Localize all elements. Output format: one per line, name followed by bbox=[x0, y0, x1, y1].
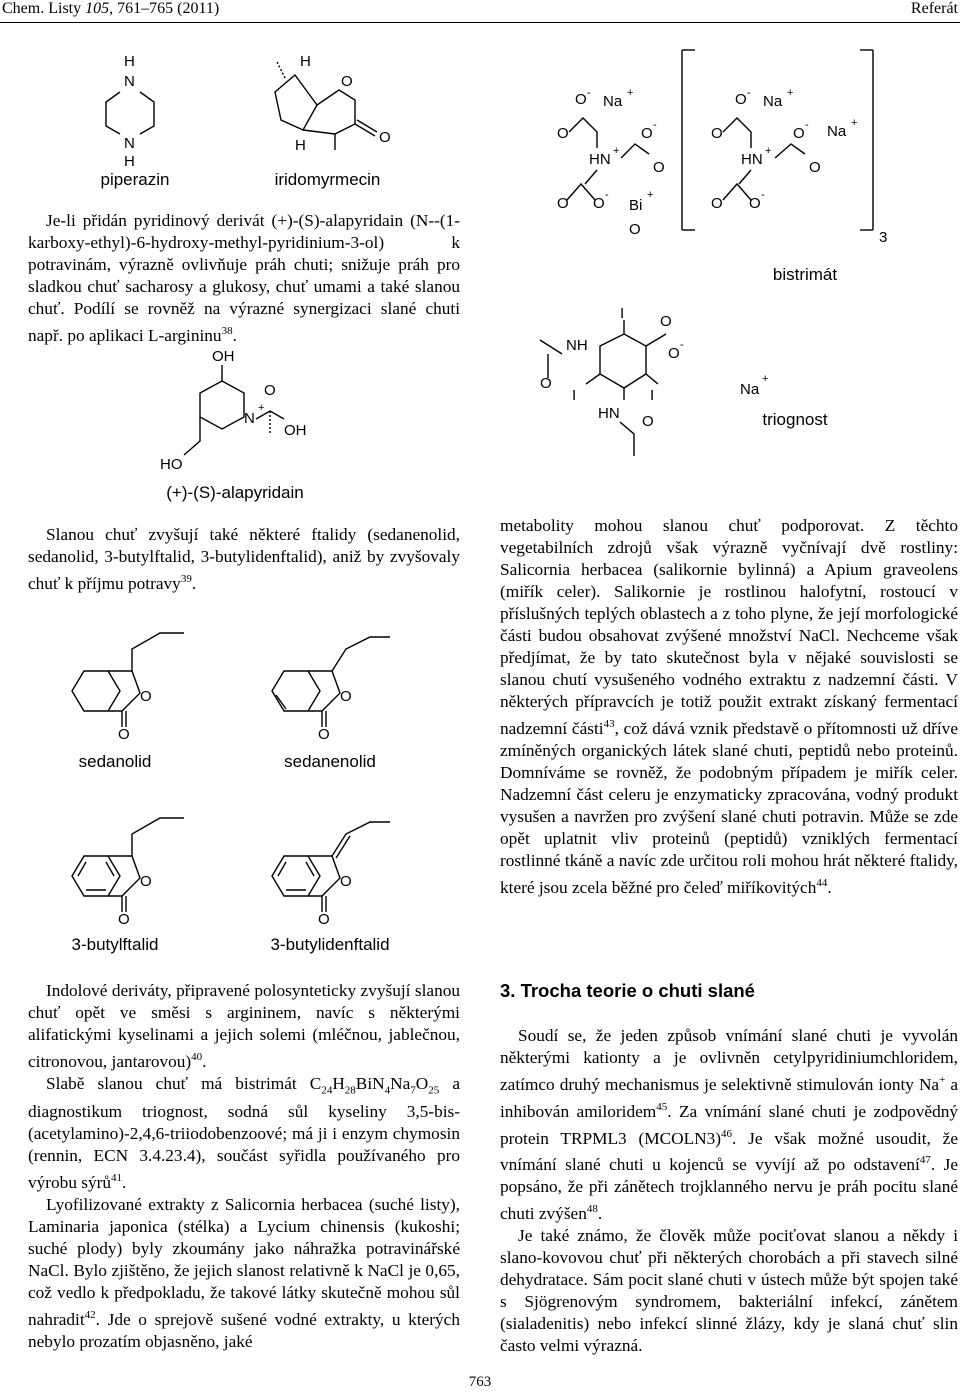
right-column-lower bbox=[500, 1025, 958, 1357]
left-paragraph-5: Lyofilizované extrakty z Salicornia herbacea (suché listy), Laminaria japonica (stélka) a Lycium chinensis (kukoshi; suché plody) byly zkoumány jako náhražka potravinářské NaCl. Bylo zjištěno, že jejich slanost relativně k NaCl je 0,65, což vedlo k předpokladu, že takové látky skutečně mohou sůl nahradit$^{42}$. Jde o sprejově sušené vodné extrakty, u kterých nebylo prozatím objasněno, jaké bbox=[28, 1194, 460, 1351]
svg-text:+: + bbox=[647, 189, 654, 201]
svg-text:-: - bbox=[805, 119, 809, 131]
piperazin-label: piperazin bbox=[100, 170, 170, 189]
svg-text:O: O bbox=[575, 91, 587, 108]
svg-text:+: + bbox=[258, 402, 265, 414]
svg-text:O: O bbox=[660, 313, 672, 330]
svg-text:Bi: Bi bbox=[629, 197, 643, 214]
triognost-label: triognost bbox=[762, 410, 828, 429]
sedanolid-structure bbox=[60, 615, 180, 743]
svg-text:O: O bbox=[653, 159, 665, 176]
svg-text:O: O bbox=[809, 159, 821, 176]
svg-text:O: O bbox=[540, 375, 552, 392]
svg-text:Na: Na bbox=[740, 381, 760, 398]
butylidenftalid-label: 3-butylidenftalid bbox=[270, 935, 390, 954]
svg-text:O: O bbox=[711, 125, 723, 142]
right-paragraph-2: Soudí se, že jeden způsob vnímání slané chuti je vyvolán některými kationty a je ovlivněn cetylpyridiniumchloridem, zatímco druhý mechanismus je selektivně stimulován ionty Na+ a inhibován amiloridem$^{45}$. Za vnímání slané chuti je zodpovědný protein TRPML3 (MCOLN3)$^{46}$. Je však možné usoudit, že vnímání slané chuti u kojenců se vyvíjí až po odstavení$^{47}$. Je popsáno, že při zánětech trojklanného nervu je práh pocitu slané chuti zvýšen$^{48}$. bbox=[500, 1026, 959, 1223]
svg-text:HO: HO bbox=[160, 456, 183, 473]
left-column-text bbox=[28, 980, 460, 1353]
sedanenolid-structure bbox=[260, 615, 390, 743]
svg-text:O: O bbox=[749, 195, 761, 212]
svg-text:O: O bbox=[593, 195, 605, 212]
svg-text:NH: NH bbox=[566, 337, 588, 354]
svg-text:I: I bbox=[572, 387, 577, 404]
svg-text:H: H bbox=[295, 137, 306, 154]
svg-text:O: O bbox=[711, 195, 723, 212]
svg-text:O: O bbox=[340, 688, 352, 705]
svg-text:O: O bbox=[379, 129, 391, 146]
svg-text:O: O bbox=[629, 221, 641, 238]
svg-text:OH: OH bbox=[212, 348, 235, 365]
svg-text:O: O bbox=[341, 73, 353, 90]
svg-text:Na: Na bbox=[827, 123, 847, 140]
svg-text:O: O bbox=[340, 873, 352, 890]
left-paragraph-4: Slabě slanou chuť má bistrimát $C_{24}H_{28}BiN_4Na_7O_{25}$ a diagnostikum triognost, sodná sůl kyseliny 3,5-bis-(acetylamino)-2,4,6-triiodobenzoové; má ji i enzym chymosin (rennin, ECN 3.4.23.4), součást syřidla používaného pro výrobu sýrů$^{41}$. bbox=[28, 1073, 460, 1192]
svg-text:O: O bbox=[264, 382, 276, 399]
alapyridain-label: (+)-(S)-alapyridain bbox=[166, 483, 304, 502]
svg-text:O: O bbox=[557, 195, 569, 212]
left-paragraph-2: Slanou chuť zvyšují také některé ftalidy (sedanenolid, sedanolid, 3-butylftalid, 3-butylidenftalid), aniž by zvyšovaly chuť k příjmu potravy$^{39}$. bbox=[28, 525, 460, 593]
section-heading: 3. Trocha teorie o chuti slané bbox=[500, 980, 755, 1001]
svg-text:HN: HN bbox=[598, 405, 620, 422]
svg-text:-: - bbox=[587, 87, 591, 99]
header-rule bbox=[0, 22, 960, 23]
svg-text:H: H bbox=[124, 153, 135, 170]
svg-text:I: I bbox=[620, 305, 625, 322]
svg-text:OH: OH bbox=[284, 422, 307, 439]
sedanenolid-label: sedanenolid bbox=[284, 752, 376, 771]
running-header-section: Referát bbox=[910, 0, 958, 17]
triognost-structure bbox=[540, 305, 790, 460]
svg-text:I: I bbox=[650, 387, 655, 404]
sedanolid-label: sedanolid bbox=[78, 752, 152, 771]
svg-text:O: O bbox=[140, 873, 152, 890]
svg-text:O: O bbox=[318, 726, 330, 743]
svg-text:-: - bbox=[761, 189, 765, 201]
bistrimat-structure bbox=[545, 80, 905, 250]
alapyridain-structure bbox=[160, 345, 330, 475]
left-paragraph-3: Indolové deriváty, připravené polosynteticky zvyšují slanou chuť opět ve směsi s argininem, navíc s některými alifatickými kyselinami a jejich solemi (mléčnou, jablečnou, citronovou, jantarovou)$^{40}$. bbox=[28, 981, 460, 1071]
svg-text:O: O bbox=[118, 726, 130, 743]
svg-text:HN: HN bbox=[741, 151, 763, 168]
svg-text:O: O bbox=[118, 911, 130, 928]
svg-text:+: + bbox=[762, 373, 769, 385]
bistrimat-label: bistrimát bbox=[772, 265, 838, 284]
svg-text:H: H bbox=[300, 53, 311, 70]
svg-text:H: H bbox=[124, 53, 135, 70]
running-header-journal: Chem. Listy 105, 761–765 (2011) bbox=[2, 0, 220, 17]
svg-text:O: O bbox=[668, 345, 680, 362]
svg-text:+: + bbox=[613, 145, 620, 157]
left-paragraph-1: Je-li přidán pyridinový derivát (+)-(S)-alapyridain (N--(1-karboxy-ethyl)-6-hydroxy-methyl-pyridinium-3-ol) k potravinám, výrazně ovlivňuje práh chuti; snižuje práh pro sladkou chuť sacharosy a glukosy, chuť umami a také slanou chuť. Podílí se rovněž na výrazné synergizaci slané chuti např. po aplikaci L-argininu$^{38}$. bbox=[28, 211, 460, 345]
svg-text:N: N bbox=[124, 135, 135, 152]
svg-text:Na: Na bbox=[763, 93, 783, 110]
svg-text:O: O bbox=[140, 688, 152, 705]
svg-text:N: N bbox=[244, 410, 255, 427]
svg-text:HN: HN bbox=[589, 151, 611, 168]
svg-text:O: O bbox=[793, 125, 805, 142]
svg-text:-: - bbox=[747, 87, 751, 99]
page-number: 763 bbox=[468, 1374, 492, 1390]
right-paragraph-3: Je také známo, že člověk může pociťovat slanou a někdy i slano-kovovou chuť při některých chorobách a při stavech silné dehydratace. Sám pocit slané chuti v ústech může být spojen také s Sjögrenovým syndromem, bakteriální infekcí, zánětem (sialadenitis) nebo infekcí slinné žlázy, kdy je slaná chuť slin často velmi výrazná. bbox=[500, 1225, 958, 1355]
svg-text:Na: Na bbox=[603, 93, 623, 110]
iridomyrmecin-structure bbox=[255, 50, 405, 160]
svg-text:+: + bbox=[765, 145, 772, 157]
butylftalid-label: 3-butylftalid bbox=[71, 935, 159, 954]
svg-text:3: 3 bbox=[879, 229, 888, 246]
svg-text:O: O bbox=[735, 91, 747, 108]
svg-text:-: - bbox=[605, 189, 609, 201]
svg-text:O: O bbox=[318, 911, 330, 928]
svg-text:+: + bbox=[787, 87, 794, 99]
right-paragraph-1: metabolity mohou slanou chuť podporovat. Z těchto vegetabilních zdrojů však výrazně vyčnívají dvě rostliny: Salicornia herbacea (salikornie bylinná) a Apium graveolens (miřík celer). Salikornie je rostlinou halofytní, rostoucí v příslušných teplých oblastech a z toho plyne, že její morfologické části budou obsahovat zvýšené množství NaCl. Nechceme však předjímat, že by tato skutečnost byla v nějaké souvislosti se slanou chutí vysušeného vodného extraktu z nadzemní části. V některých přípravcích je totiž použit extrakt získaný fermentací nadzemní části$^{43}$, což dává vznik představě o přítomnosti už dříve zmíněných organických látek slané chuti, peptidů nebo proteinů. Domníváme se rovněž, že podobným případem je miřík celer. Nadzemní část celeru je enzymaticky zpracována, vodný produkt vysušen a navržen pro zvýšení slané chuti potravin. Může se zde opět uplatnit vliv proteinů (peptidů) vzniklých fermentací rostlinné tkáně a navíc zde určitou roli mohou hrát některé ftalidy, které jsou zcela běžné pro čeleď miříkovitých$^{44}$. bbox=[500, 516, 958, 897]
svg-text:+: + bbox=[627, 87, 634, 99]
svg-text:+: + bbox=[851, 117, 858, 129]
svg-text:O: O bbox=[642, 413, 654, 430]
svg-text:N: N bbox=[124, 73, 135, 90]
svg-text:-: - bbox=[653, 119, 657, 131]
iridomyrmecin-label: iridomyrmecin bbox=[274, 170, 381, 189]
svg-text:O: O bbox=[557, 125, 569, 142]
butylftalid-structure bbox=[60, 800, 180, 930]
piperazin-structure bbox=[100, 50, 160, 170]
butylidenftalid-structure bbox=[260, 800, 390, 930]
svg-text:-: - bbox=[680, 339, 684, 351]
svg-text:O: O bbox=[641, 125, 653, 142]
